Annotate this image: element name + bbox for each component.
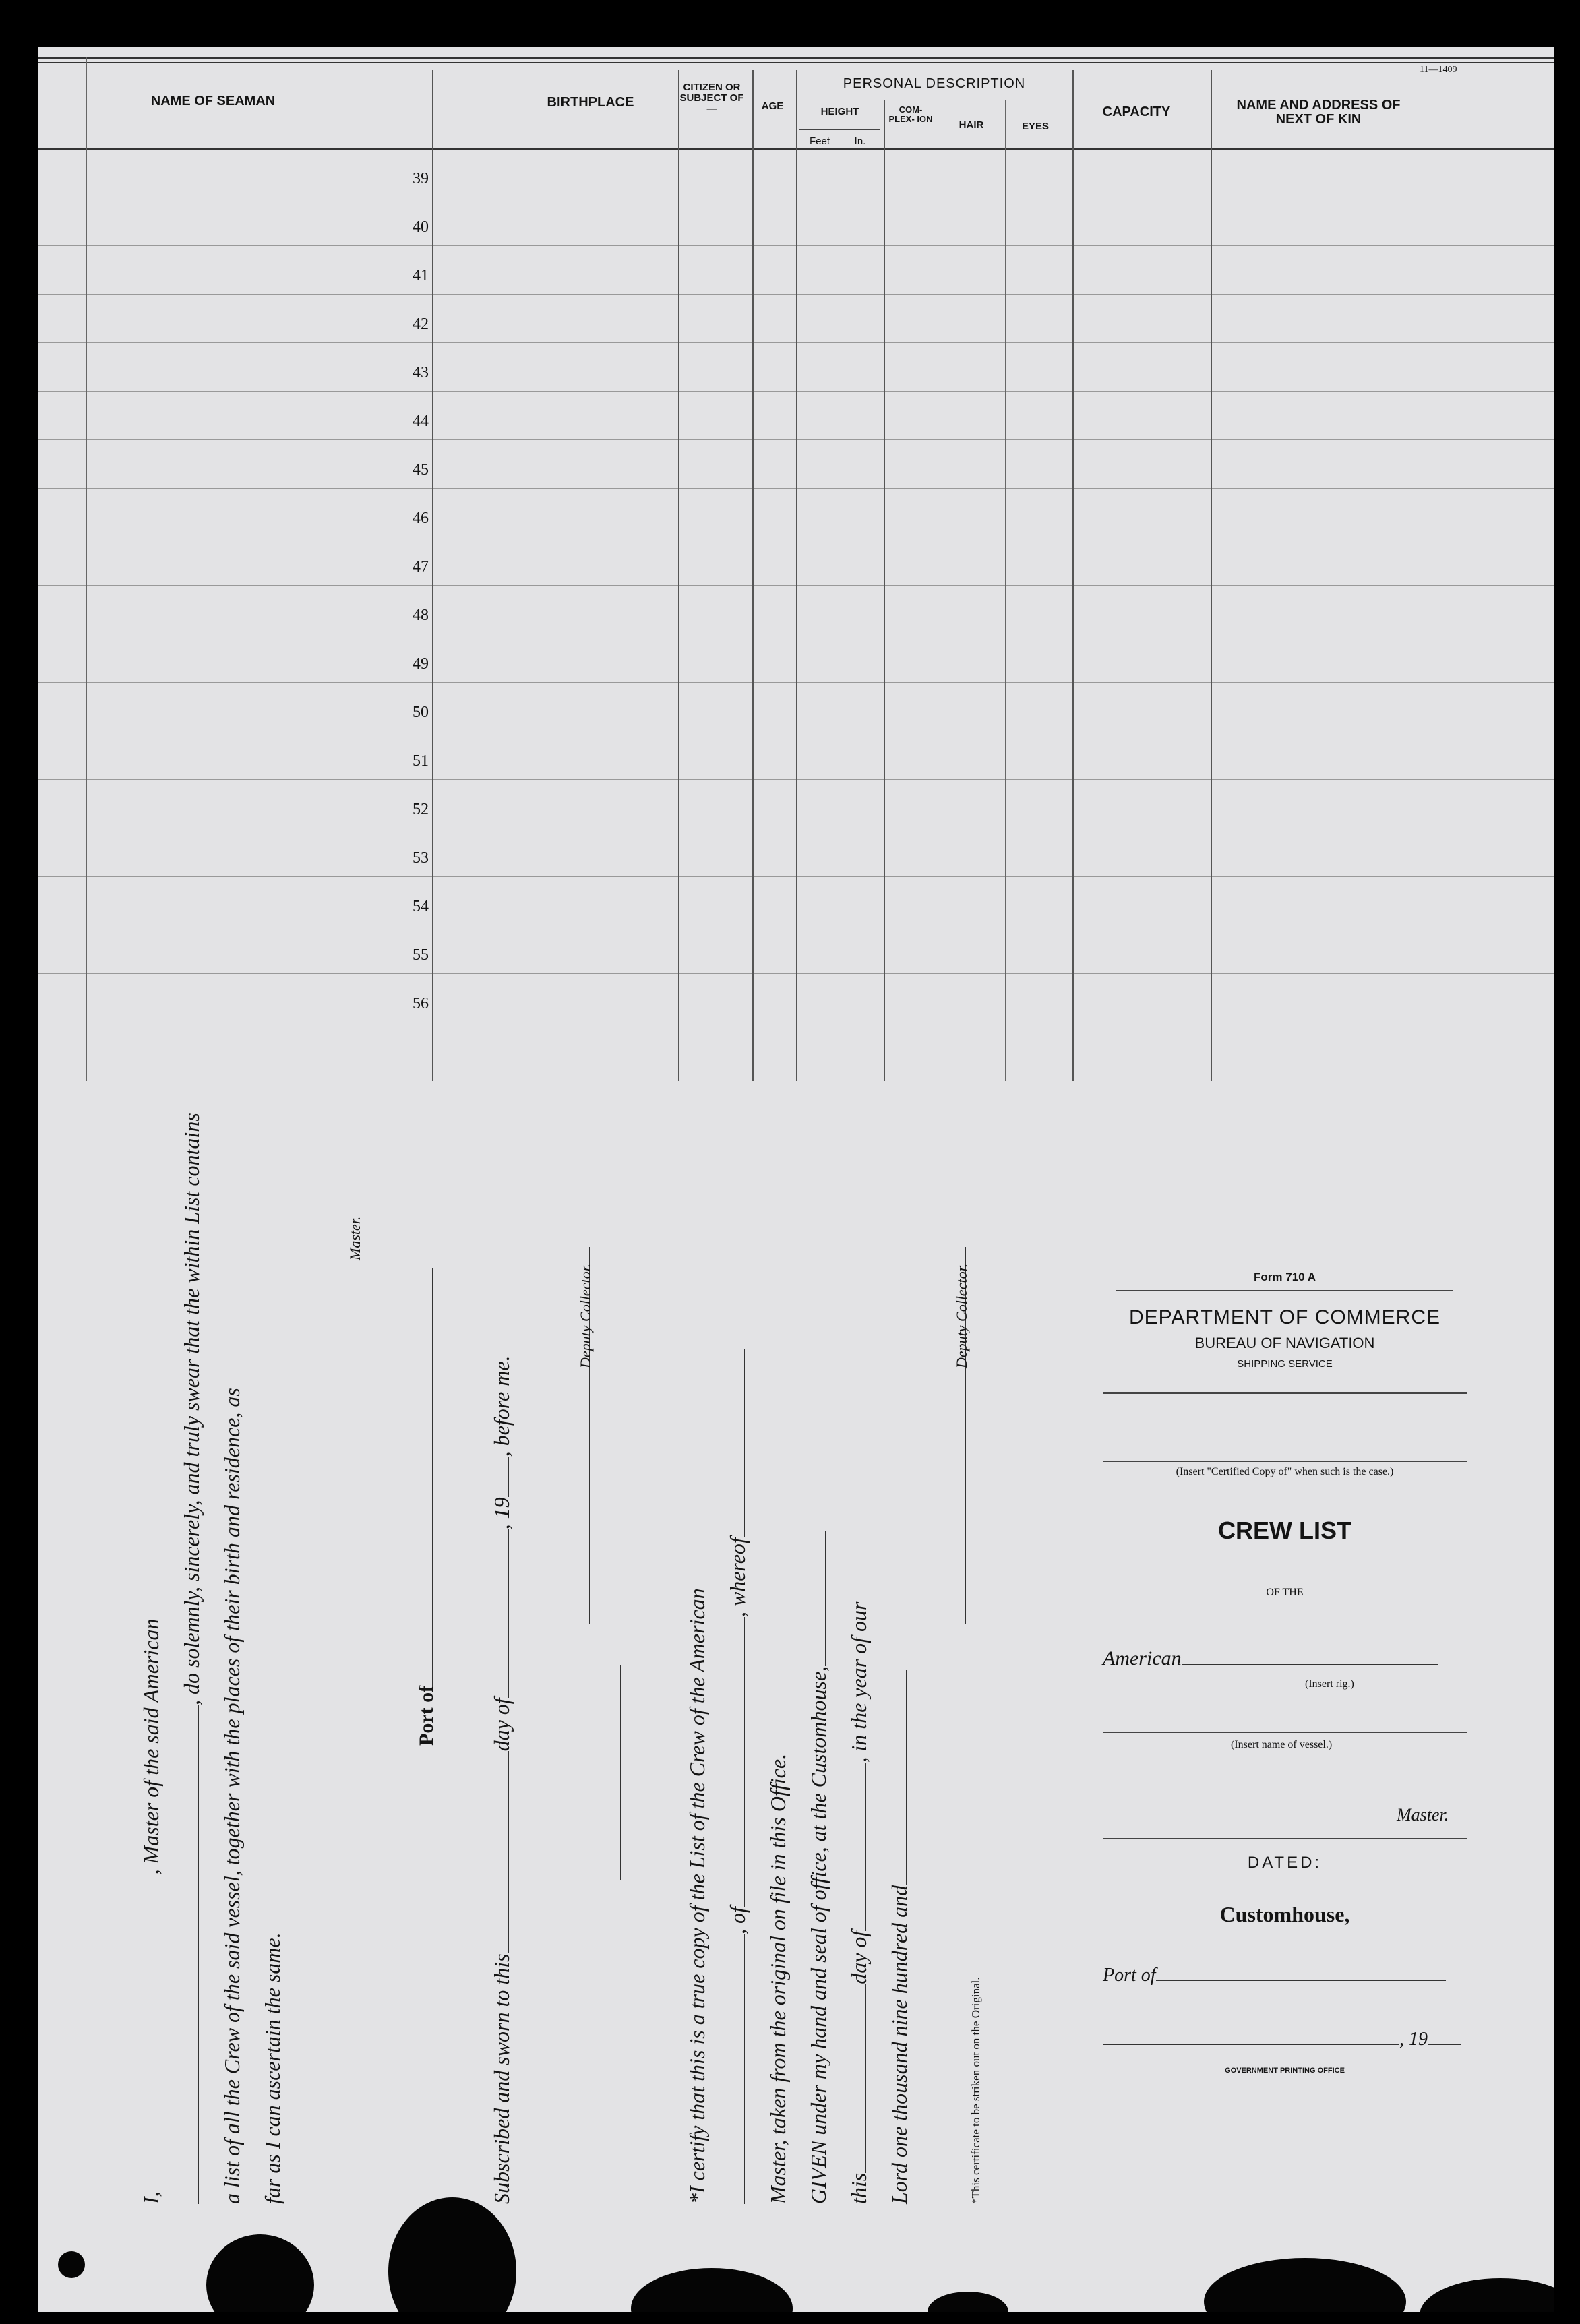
cert-line-6 [887,1670,912,2204]
jurat-port-of [415,1268,438,1746]
cert-given: GIVEN under my hand and seal of office, at the Customhouse, [806,1665,830,2204]
cert-line-4 [806,1531,831,2204]
cover-port-label: Port of [1103,1965,1156,1986]
header-citizen: CITIZEN OR SUBJECT OF— [679,82,744,115]
oath-master-of: , Master of the said American [139,1618,163,1875]
row-number: 43 [413,364,429,381]
jurat-subscribed: Subscribed and sworn to this [489,1953,514,2204]
jurat-day-of: day of [489,1698,514,1752]
cover-vessel-line [1103,1732,1467,1733]
cert-line-3 [766,1754,791,2204]
cert-lord: Lord one thousand nine hundred and [887,1885,911,2204]
header-age: AGE [761,100,784,112]
row-number: 42 [413,315,429,333]
cover-insert-rig: (Insert rig.) [1305,1678,1354,1690]
row-number: 51 [413,752,429,770]
cert-this: this [847,2172,871,2204]
cover-bureau: BUREAU OF NAVIGATION [1194,1335,1375,1351]
oath-line-3 [220,1388,245,2204]
cover-shipping-service: SHIPPING SERVICE [1237,1358,1333,1370]
jurat-line [489,1355,514,2204]
cover-american [1103,1647,1438,1670]
header-height: HEIGHT [820,106,859,117]
row-number: 55 [413,946,429,964]
cover-certified-line [1103,1461,1467,1462]
row-number: 56 [413,995,429,1012]
header-eyes: EYES [1021,121,1050,132]
cert-footnote: *This certificate to be striken out on the Original. [969,1977,982,2204]
header-complexion: COM- PLEX- ION [888,104,933,124]
damage-blot [58,2251,85,2278]
cover-insert-vessel: (Insert name of vessel.) [1231,1739,1333,1750]
oath-line-1 [139,1336,164,2204]
column-line [1072,70,1074,1081]
row-number: 39 [413,170,429,187]
jurat-port-label: Port of [415,1685,437,1746]
top-border [38,57,1554,59]
cover-rule-2 [1103,1392,1467,1394]
row-number: 50 [413,704,429,721]
cover-of-the: OF THE [1266,1587,1304,1598]
cert-certify: *I certify that this is a true copy of the List of the Crew of the American [685,1588,709,2204]
damage-blot [1420,2278,1554,2312]
header-hair: HAIR [959,119,984,131]
oath-master-signature [340,1247,365,1624]
row-number: 48 [413,607,429,624]
form-number: 11—1409 [1420,65,1457,75]
cover-title: CREW LIST [1218,1517,1351,1544]
cover-printer: GOVERNMENT PRINTING OFFICE [1225,2067,1345,2075]
oath-line-2 [179,1113,204,2204]
cover-year-line [1103,2029,1461,2050]
cert-day-of: day of [847,1930,871,1984]
oath-master-label: Master. [346,1216,363,1260]
column-line [1211,70,1212,1081]
top-border-inner [38,62,1554,63]
column-line [86,57,87,1081]
header-inches: In. [854,135,866,147]
jurat-year: , 19 [489,1497,514,1530]
row-number: 52 [413,801,429,818]
crew-list-sheet [38,47,1554,2312]
oath-solemnly: , do solemnly, sincerely, and truly swear that the within List contains [179,1113,204,1705]
oath-i: I, [139,2191,163,2204]
jurat-before-me: , before me. [489,1355,514,1457]
cover-department: DEPARTMENT OF COMMERCE [1128,1306,1441,1328]
damage-blot [206,2234,314,2312]
cert-deputy-label: Deputy Collector. [953,1263,970,1368]
row-number: 44 [413,412,429,430]
cert-master-taken: Master, taken from the original on file in this Office. [766,1753,790,2204]
damage-blot [631,2268,793,2312]
row-number: 46 [413,510,429,527]
column-line [884,100,885,1081]
cover-rule-3 [1103,1837,1467,1839]
cert-line-2 [725,1349,750,2204]
header-personal-description: PERSONAL DESCRIPTION [843,76,1026,91]
cert-year-of-our: , in the year of our [847,1601,871,1763]
column-line [678,70,679,1081]
cover-master-label: Master. [1397,1805,1449,1825]
jurat-divider [620,1665,621,1880]
column-line [1005,100,1006,1081]
header-capacity: CAPACITY [1102,104,1171,119]
cover-rule-top [1116,1290,1453,1291]
cover-form-number: Form 710 A [1254,1271,1316,1283]
cover-year-label: , 19 [1399,2029,1428,2050]
cert-line-1 [685,1467,710,2204]
damage-blot [1204,2258,1406,2312]
row-number: 41 [413,267,429,284]
header-feet: Feet [809,135,830,147]
column-line [796,70,797,1081]
row-number: 47 [413,558,429,576]
cert-whereof: , whereof [725,1537,750,1618]
cover-dated: DATED: [1247,1854,1323,1872]
height-underline [799,129,880,130]
cover-american-label: American [1103,1647,1182,1670]
header-name: NAME OF SEAMAN [150,94,276,109]
cert-line-5 [847,1601,872,2204]
damage-blot [388,2197,516,2312]
jurat-deputy-label: Deputy Collector. [577,1263,594,1368]
row-number: 54 [413,898,429,915]
row-number: 40 [413,218,429,236]
cover-insert-certified: (Insert "Certified Copy of" when such is the case.) [1176,1466,1394,1477]
header-birthplace: BIRTHPLACE [547,95,634,110]
oath-line-4 [260,1932,285,2204]
row-number: 45 [413,461,429,479]
damage-blot [928,2292,1008,2312]
column-line [432,70,433,1081]
cover-port-of [1103,1965,1446,1986]
oath-ascertain: far as I can ascertain the same. [260,1932,284,2204]
row-number: 49 [413,655,429,673]
oath-list-of-crew: a list of all the Crew of the said vessel, together with the places of their birth and residence, as [220,1388,244,2204]
column-line [752,70,754,1081]
cert-of: , of [725,1907,750,1934]
row-number: 53 [413,849,429,867]
header-next-of-kin: NAME AND ADDRESS OF NEXT OF KIN [1236,98,1401,127]
cover-customhouse: Customhouse, [1219,1902,1350,1926]
